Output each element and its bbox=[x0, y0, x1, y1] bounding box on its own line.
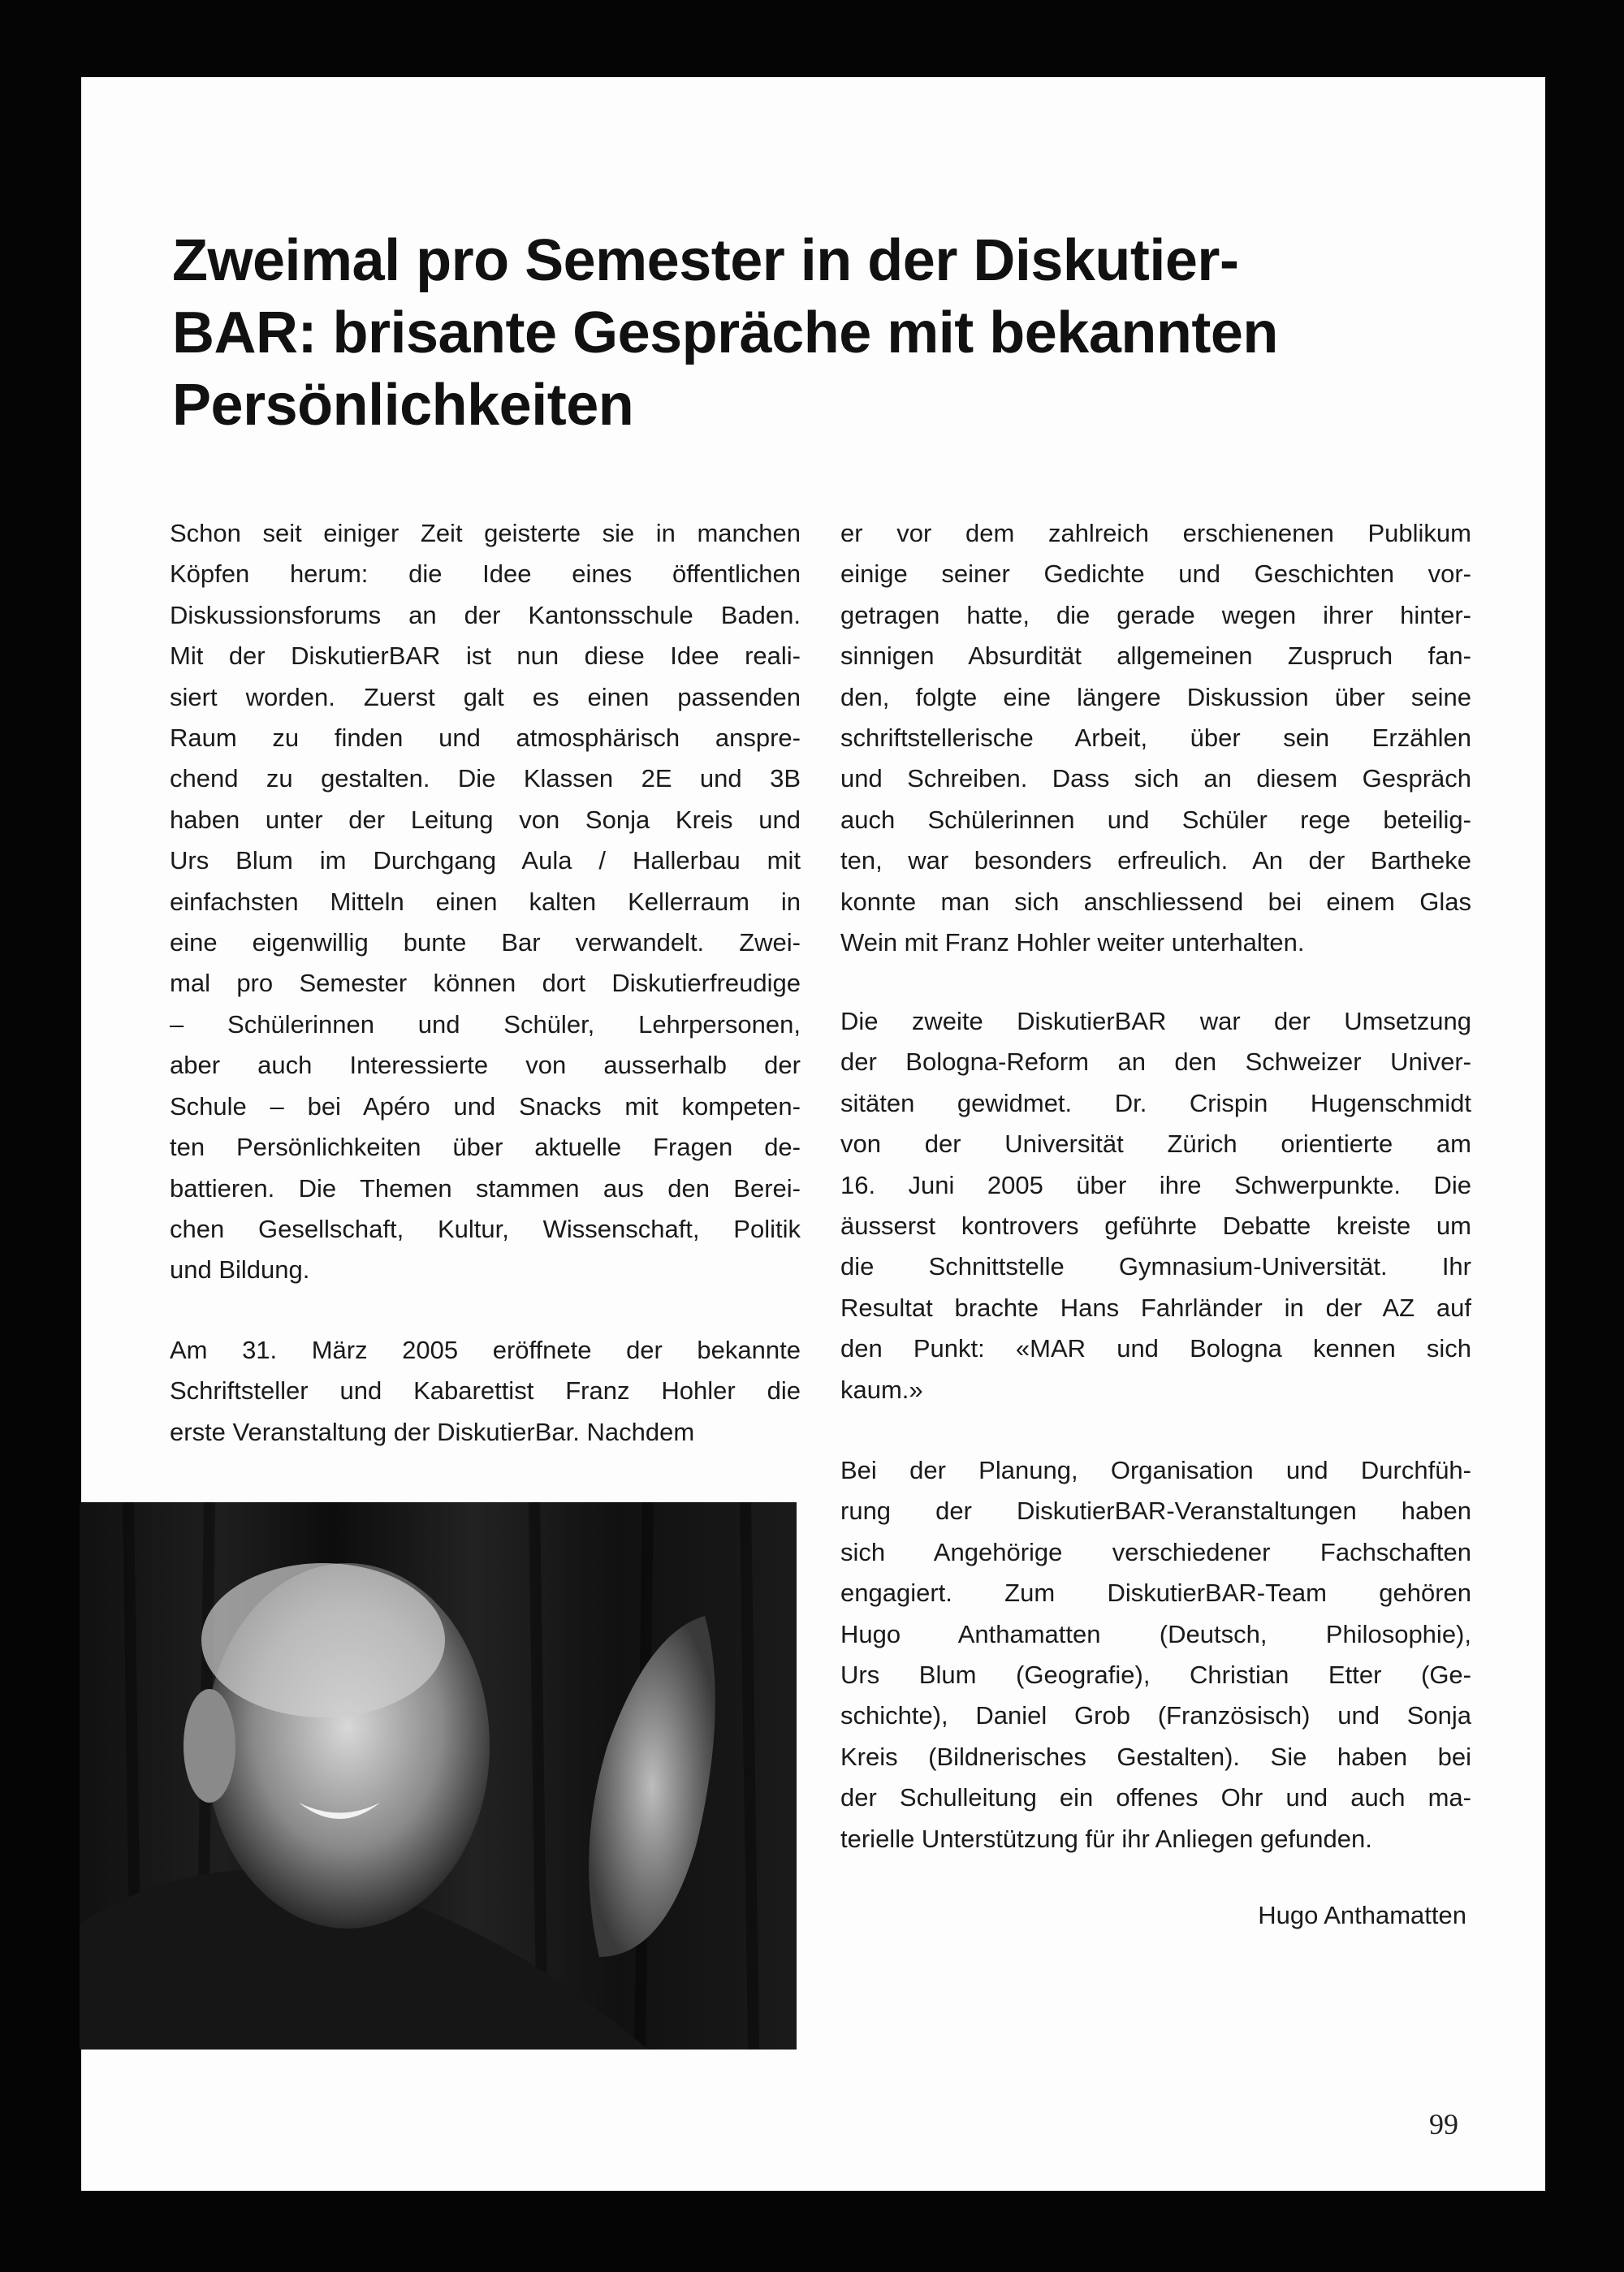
text-line: äusserst kontrovers geführte Debatte kreiste um bbox=[840, 1212, 1471, 1241]
text-line: chend zu gestalten. Die Klassen 2E und 3B bbox=[170, 764, 801, 793]
right-paragraph-1 bbox=[840, 513, 1471, 963]
article-title bbox=[172, 225, 1471, 442]
text-line: Wein mit Franz Hohler weiter unterhalten. bbox=[840, 928, 1305, 957]
text-line: battieren. Die Themen stammen aus den Berei- bbox=[170, 1173, 801, 1203]
text-line: Urs Blum (Geografie), Christian Etter (Ge- bbox=[840, 1661, 1471, 1690]
text-line: 16. Juni 2005 über ihre Schwerpunkte. Die bbox=[840, 1170, 1471, 1199]
left-paragraph-1 bbox=[170, 513, 801, 1291]
text-line: der Schulleitung ein offenes Ohr und auch ma- bbox=[840, 1783, 1471, 1812]
page-number: 99 bbox=[1429, 2108, 1458, 2140]
text-line: Schriftsteller und Kabarettist Franz Hohler die bbox=[170, 1376, 801, 1406]
left-paragraph-2 bbox=[170, 1330, 801, 1453]
text-line: Diskussionsforums an der Kantonsschule Baden. bbox=[170, 600, 801, 629]
text-line: siert worden. Zuerst galt es einen passenden bbox=[170, 682, 801, 711]
text-line: chen Gesellschaft, Kultur, Wissenschaft, Politik bbox=[170, 1214, 801, 1243]
author-signature: Hugo Anthamatten bbox=[1258, 1901, 1466, 1929]
text-line: Hugo Anthamatten (Deutsch, Philosophie), bbox=[840, 1619, 1471, 1648]
text-line: Bei der Planung, Organisation und Durchfüh- bbox=[840, 1456, 1471, 1484]
text-line: Raum zu finden und atmosphärisch anspre- bbox=[170, 723, 801, 753]
text-line: einfachsten Mitteln einen kalten Kellerraum in bbox=[170, 887, 801, 916]
text-line: sitäten gewidmet. Dr. Crispin Hugenschmidt bbox=[840, 1088, 1471, 1117]
text-line: sinnigen Absurdität allgemeinen Zuspruch fan- bbox=[840, 641, 1471, 671]
text-line: der Bologna-Reform an den Schweizer Univer- bbox=[840, 1047, 1471, 1077]
text-line: Am 31. März 2005 eröffnete der bekannte bbox=[170, 1336, 801, 1364]
right-paragraph-3 bbox=[840, 1450, 1471, 1859]
text-line: – Schülerinnen und Schüler, Lehrpersonen, bbox=[170, 1009, 801, 1039]
title-line: Persönlichkeiten bbox=[172, 373, 634, 438]
document-page bbox=[81, 77, 1545, 2191]
text-line: Schule – bei Apéro und Snacks mit kompeten- bbox=[170, 1091, 801, 1121]
text-line: kaum.» bbox=[840, 1375, 923, 1404]
text-line: Urs Blum im Durchgang Aula / Hallerbau mit bbox=[170, 846, 801, 875]
text-line: mal pro Semester können dort Diskutierfreudige bbox=[170, 969, 801, 998]
text-line: getragen hatte, die gerade wegen ihrer hinter- bbox=[840, 600, 1471, 629]
text-line: den Punkt: «MAR und Bologna kennen sich bbox=[840, 1334, 1471, 1363]
text-line: Die zweite DiskutierBAR war der Umsetzung bbox=[840, 1007, 1471, 1035]
text-line: schichte), Daniel Grob (Französisch) und Sonja bbox=[840, 1701, 1471, 1730]
text-line: auch Schülerinnen und Schüler rege beteilig- bbox=[840, 805, 1471, 834]
text-line: aber auch Interessierte von ausserhalb der bbox=[170, 1051, 801, 1080]
text-line: ten, war besonders erfreulich. An der Bartheke bbox=[840, 846, 1471, 875]
text-line: einige seiner Gedichte und Geschichten vor- bbox=[840, 559, 1471, 589]
text-line: Mit der DiskutierBAR ist nun diese Idee reali- bbox=[170, 641, 801, 671]
text-line: von der Universität Zürich orientierte am bbox=[840, 1130, 1471, 1159]
title-line: Zweimal pro Semester in der Diskutier- bbox=[172, 228, 1239, 293]
text-line: rung der DiskutierBAR-Veranstaltungen haben bbox=[840, 1497, 1471, 1526]
text-line: Kreis (Bildnerisches Gestalten). Sie haben bei bbox=[840, 1742, 1471, 1771]
title-line: BAR: brisante Gespräche mit bekannten bbox=[172, 300, 1278, 365]
text-line: sich Angehörige verschiedener Fachschaften bbox=[840, 1537, 1471, 1566]
portrait-photo-graphic bbox=[80, 1502, 797, 2050]
text-line: terielle Unterstützung für ihr Anliegen gefunden. bbox=[840, 1824, 1372, 1853]
text-line: eine eigenwillig bunte Bar verwandelt. Zwei- bbox=[170, 928, 801, 957]
right-paragraph-2 bbox=[840, 1001, 1471, 1410]
text-line: ten Persönlichkeiten über aktuelle Fragen de- bbox=[170, 1133, 801, 1162]
text-line: und Schreiben. Dass sich an diesem Gespräch bbox=[840, 764, 1471, 793]
text-line: konnte man sich anschliessend bei einem Glas bbox=[840, 887, 1471, 916]
text-line: schriftstellerische Arbeit, über sein Erzählen bbox=[840, 723, 1471, 753]
text-line: Schon seit einiger Zeit geisterte sie in manchen bbox=[170, 519, 801, 547]
text-line: die Schnittstelle Gymnasium-Universität. Ihr bbox=[840, 1252, 1471, 1281]
text-line: Köpfen herum: die Idee eines öffentlichen bbox=[170, 559, 801, 589]
text-line: er vor dem zahlreich erschienenen Publikum bbox=[840, 519, 1471, 547]
portrait-photo bbox=[80, 1502, 797, 2050]
text-line: engagiert. Zum DiskutierBAR-Team gehören bbox=[840, 1579, 1471, 1608]
text-line: haben unter der Leitung von Sonja Kreis und bbox=[170, 805, 801, 834]
text-line: den, folgte eine längere Diskussion über seine bbox=[840, 682, 1471, 711]
text-line: erste Veranstaltung der DiskutierBar. Nachdem bbox=[170, 1417, 695, 1446]
text-line: Resultat brachte Hans Fahrländer in der AZ auf bbox=[840, 1293, 1471, 1322]
text-line: und Bildung. bbox=[170, 1255, 310, 1285]
